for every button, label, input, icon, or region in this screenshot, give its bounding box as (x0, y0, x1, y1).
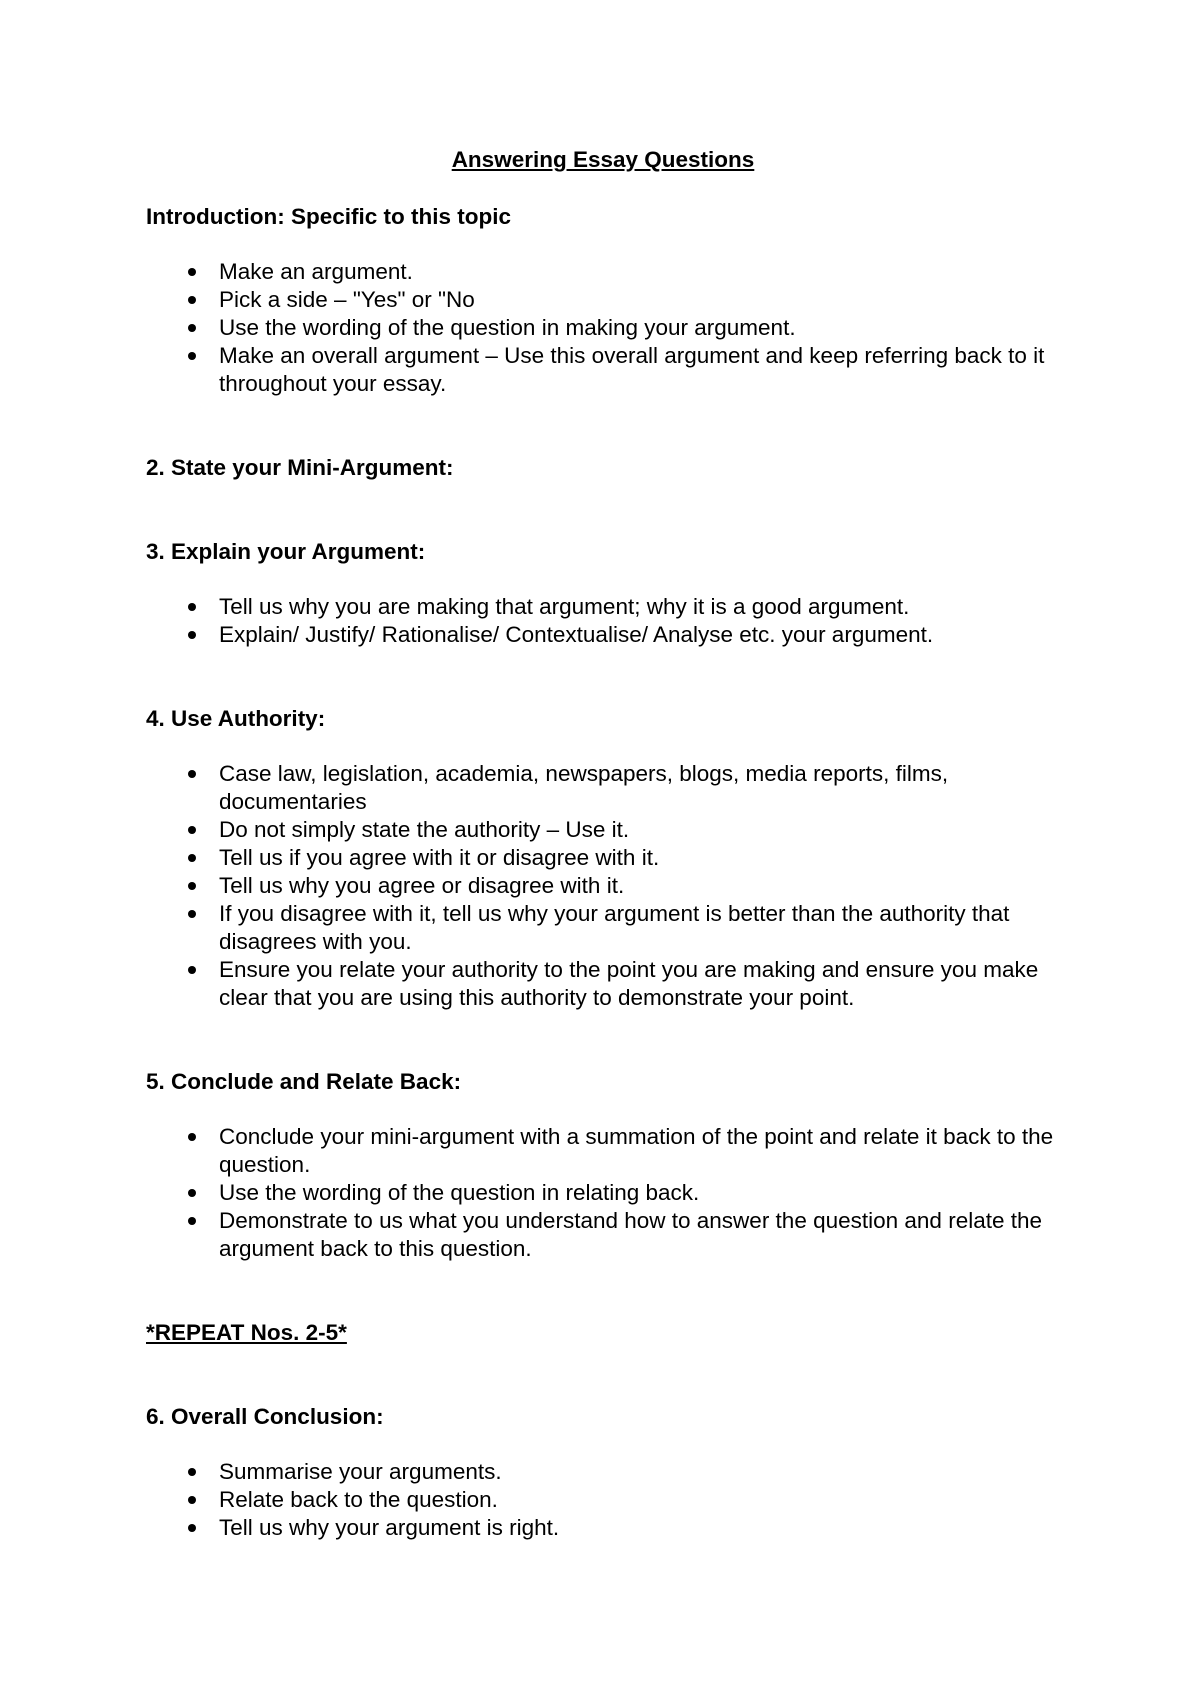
list-item: Pick a side – "Yes" or "No (146, 286, 1060, 314)
section-heading: 4. Use Authority: (146, 706, 326, 731)
section-use-authority (146, 705, 1060, 1068)
bullet-icon (188, 826, 196, 834)
repeat-note: *REPEAT Nos. 2-5* (146, 1320, 347, 1345)
bullet-icon (188, 1468, 196, 1476)
bullet-list (146, 1123, 1060, 1263)
list-item: Demonstrate to us what you understand how to answer the question and relate the argument back to this question. (146, 1207, 1060, 1263)
list-item: Tell us why your argument is right. (146, 1514, 1060, 1542)
list-item: Relate back to the question. (146, 1486, 1060, 1514)
section-heading: Introduction: Specific to this topic (146, 204, 511, 229)
bullet-icon (188, 770, 196, 778)
bullet-icon (188, 882, 196, 890)
list-item: Ensure you relate your authority to the point you are making and ensure you make clear that you are using this authority to demonstrate your point. (146, 956, 1060, 1012)
bullet-icon (188, 1217, 196, 1225)
section-overall-conclusion (146, 1403, 1060, 1542)
list-item: Case law, legislation, academia, newspapers, blogs, media reports, films, documentaries (146, 760, 1060, 816)
list-item: Conclude your mini-argument with a summation of the point and relate it back to the question. (146, 1123, 1060, 1179)
section-heading: 3. Explain your Argument: (146, 539, 426, 564)
bullet-icon (188, 1189, 196, 1197)
bullet-icon (188, 603, 196, 611)
document-title: Answering Essay Questions (451, 147, 755, 172)
bullet-icon (188, 268, 196, 276)
list-item: Explain/ Justify/ Rationalise/ Contextualise/ Analyse etc. your argument. (146, 621, 1060, 649)
bullet-icon (188, 1524, 196, 1532)
bullet-list (146, 760, 1060, 1012)
section-heading: 5. Conclude and Relate Back: (146, 1069, 462, 1094)
bullet-list (146, 1458, 1060, 1542)
section-mini-argument (146, 454, 1060, 538)
list-item: Summarise your arguments. (146, 1458, 1060, 1486)
bullet-list (146, 593, 1060, 649)
section-conclude-relate-back (146, 1068, 1060, 1319)
bullet-icon (188, 1496, 196, 1504)
bullet-icon (188, 854, 196, 862)
section-explain-argument (146, 538, 1060, 705)
section-introduction (146, 203, 1060, 454)
bullet-icon (188, 296, 196, 304)
bullet-icon (188, 966, 196, 974)
list-item: Tell us why you agree or disagree with it. (146, 872, 1060, 900)
bullet-icon (188, 1133, 196, 1141)
list-item: Do not simply state the authority – Use it. (146, 816, 1060, 844)
bullet-icon (188, 324, 196, 332)
section-repeat-note (146, 1319, 1060, 1403)
bullet-icon (188, 352, 196, 360)
section-heading: 2. State your Mini-Argument: (146, 455, 454, 480)
list-item: Make an argument. (146, 258, 1060, 286)
list-item: Tell us why you are making that argument; why it is a good argument. (146, 593, 1060, 621)
list-item: If you disagree with it, tell us why your argument is better than the authority that disagrees with you. (146, 900, 1060, 956)
bullet-icon (188, 910, 196, 918)
list-item: Tell us if you agree with it or disagree with it. (146, 844, 1060, 872)
list-item: Use the wording of the question in making your argument. (146, 314, 1060, 342)
section-heading: 6. Overall Conclusion: (146, 1404, 384, 1429)
list-item: Make an overall argument – Use this overall argument and keep referring back to it throughout your essay. (146, 342, 1060, 398)
bullet-icon (188, 631, 196, 639)
list-item: Use the wording of the question in relating back. (146, 1179, 1060, 1207)
bullet-list (146, 258, 1060, 398)
